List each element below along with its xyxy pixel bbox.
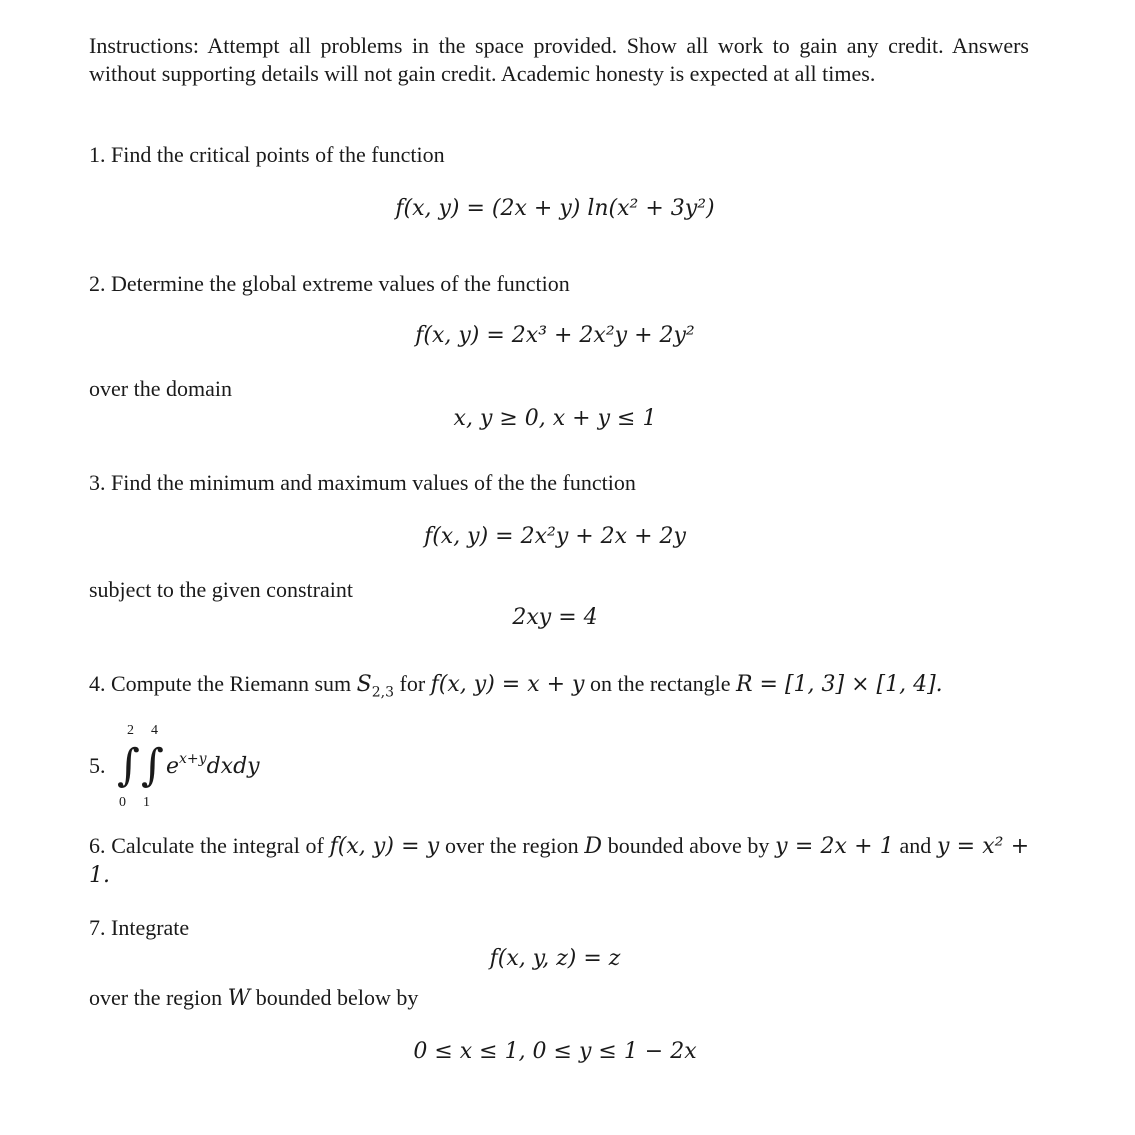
problem-7: [89, 914, 189, 942]
problem-2-domain: x, y ≥ 0, x + y ≤ 1: [453, 406, 657, 431]
problem-text: Integrate: [111, 915, 190, 940]
outer-lower-limit: 0: [119, 795, 126, 810]
rectangle: R = [1, 3] × [1, 4].: [735, 672, 943, 697]
problem-number: 3.: [89, 470, 106, 495]
riemann-sum-symbol: $S_{2,3}$: [356, 672, 394, 701]
problem-7-bounds: 0 ≤ x ≤ 1, 0 ≤ y ≤ 1 − 2x: [413, 1039, 697, 1064]
instructions-text: Instructions: Attempt all problems in the space provided. Show all work to gain any credit. Answers without supporting details will not gain credit. Academic honesty is expected at all times.: [89, 33, 1029, 86]
problem-number: 1.: [89, 142, 106, 167]
problem-4-function: f(x, y) = x + y: [430, 672, 585, 697]
problem-4: 4. Compute the Riemann sum $S_{2,3}$ for f(x, y) = x + y on the rectangle R = [1, 3] × [1, 4].: [89, 671, 943, 701]
problem-text: Determine the global extreme values of the function: [111, 271, 570, 296]
problem-text: Find the critical points of the function: [111, 142, 445, 167]
inner-upper-limit: 4: [151, 723, 158, 738]
problem-7-equation: f(x, y, z) = z: [489, 946, 621, 971]
problem-3: [89, 469, 636, 497]
integrand: $e^{x+y}dxdy$: [166, 750, 260, 779]
problem-1-equation: f(x, y) = (2x + y) ln(x² + 3y²): [395, 196, 715, 221]
problem-2: [89, 270, 570, 298]
inner-lower-limit: 1: [143, 795, 150, 810]
problem-number: 4.: [89, 671, 106, 696]
constraint-label: subject to the given constraint: [89, 577, 353, 602]
problem-number: 6.: [89, 833, 106, 858]
problem-number: 2.: [89, 271, 106, 296]
problem-6: 6. Calculate the integral of f(x, y) = y over the region D bounded above by y = 2x + 1 and y = x² + 1.: [89, 833, 1030, 888]
problem-number: 7.: [89, 915, 106, 940]
problem-2-equation: f(x, y) = 2x³ + 2x²y + 2y²: [415, 323, 695, 348]
problem-text: Find the minimum and maximum values of the the function: [111, 470, 636, 495]
integral-sign-outer: ∫: [117, 740, 140, 791]
problem-text: Compute the Riemann sum: [111, 671, 352, 696]
integral-sign-inner: ∫: [141, 740, 164, 791]
domain-label: over the domain: [89, 376, 232, 401]
problem-1: [89, 141, 445, 169]
problem-3-equation: f(x, y) = 2x²y + 2x + 2y: [424, 524, 686, 549]
problem-7-region: over the region W bounded below by: [89, 985, 419, 1011]
problem-3-constraint: 2xy = 4: [512, 605, 598, 630]
outer-upper-limit: 2: [127, 723, 134, 738]
problem-5-number: 5.: [89, 753, 106, 778]
